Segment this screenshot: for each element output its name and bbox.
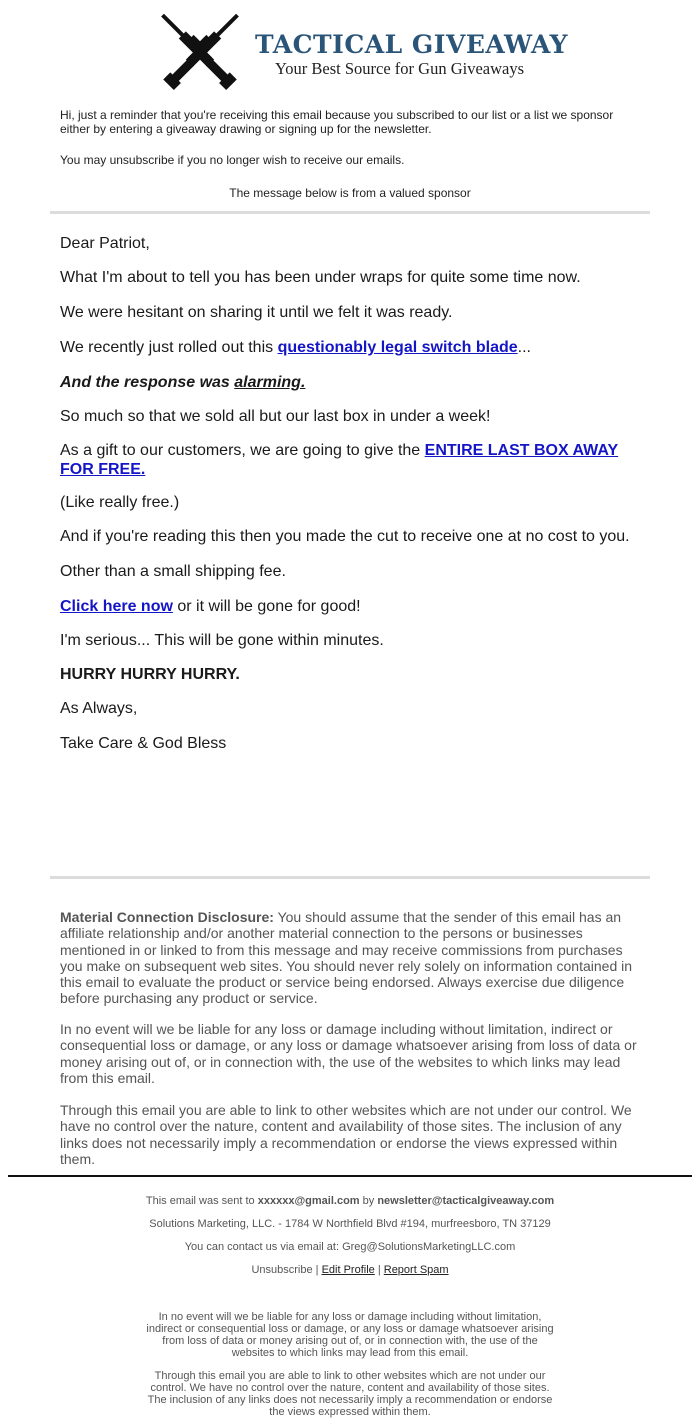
signature: Take Care & God Bless xyxy=(60,735,227,752)
paragraph: What I'm about to tell you has been under wraps for quite some time now. xyxy=(60,269,581,286)
sender-email: newsletter@tacticalgiveaway.com xyxy=(377,1195,555,1207)
separator: | xyxy=(374,1264,384,1276)
subscription-reminder: Hi, just a reminder that you're receiving this email because you subscribed to our list or a list we sponsor either by entering a giveaway drawing or signing up for the newsletter. xyxy=(60,108,614,136)
text: As a gift to our customers, we are going to give the xyxy=(60,442,425,459)
paragraph: Other than a small shipping fee. xyxy=(60,563,286,580)
unsubscribe-link[interactable]: Unsubscribe xyxy=(251,1264,313,1276)
paragraph xyxy=(60,597,645,616)
divider xyxy=(8,1175,692,1177)
paragraph: So much so that we sold all but our last box in under a week! xyxy=(60,408,491,425)
footer-external-links-notice: Through this email you are able to link to other websites which are not under our control. We have no control over the nature, content and availability of those sites. The inclusion of any links does not necessarily imply a recommendation or endorse the views expressed within them. xyxy=(147,1370,553,1418)
separator: | xyxy=(312,1264,322,1276)
closing: As Always, xyxy=(60,700,138,717)
divider xyxy=(50,211,650,214)
free-box-link[interactable]: ENTIRE LAST BOX AWAY FOR FREE. xyxy=(60,442,619,478)
sponsor-note: The message below is from a valued sponsor xyxy=(229,186,471,200)
paragraph: (Like really free.) xyxy=(60,494,180,511)
brand-logo xyxy=(155,8,569,100)
brand-tagline: Your Best Source for Gun Giveaways xyxy=(275,59,524,78)
text: or it will be gone for good! xyxy=(172,598,361,615)
paragraph: I'm serious... This will be gone within minutes. xyxy=(60,632,384,649)
text: This email was sent to xyxy=(145,1195,258,1207)
text: ... xyxy=(517,339,531,356)
crossed-rifles-icon xyxy=(155,8,245,100)
external-links-notice: Through this email you are able to link to other websites which are not under our control. We have no control over the nature, content and availability of those sites. The inclusion of any links does not necessarily imply a recommendation or endorse the views expressed within them. xyxy=(60,1102,632,1167)
switch-blade-link[interactable]: questionably legal switch blade xyxy=(277,339,518,356)
unsubscribe-note: You may unsubscribe if you no longer wish to receive our emails. xyxy=(60,153,405,167)
company-address: Solutions Marketing, LLC. - 1784 W Northfield Blvd #194, murfreesboro, TN 37129 xyxy=(149,1218,551,1230)
edit-profile-link[interactable]: Edit Profile xyxy=(321,1264,375,1276)
emphasis-text: alarming. xyxy=(234,374,306,391)
paragraph: And if you're reading this then you made the cut to receive one at no cost to you. xyxy=(60,528,630,545)
paragraph: HURRY HURRY HURRY. xyxy=(60,666,240,683)
disclosure-text: You should assume that the sender of this email has an affiliate relationship and/or another material connection to the persons or businesses mentioned in or linked to from this message and may receive commissions from purchases you make on subsequent web sites. You should never rely solely on information contained in this email to evaluate the product or service being endorsed. Always exercise due diligence before purchasing any product or service. xyxy=(60,909,633,1007)
paragraph xyxy=(60,338,645,357)
disclosure-label: Material Connection Disclosure: xyxy=(60,909,274,925)
paragraph xyxy=(60,441,630,479)
sent-to-line xyxy=(0,1195,700,1208)
click-here-link[interactable]: Click here now xyxy=(60,598,173,615)
text: And the response was xyxy=(60,374,235,391)
brand-title: TACTICAL GIVEAWAY xyxy=(255,30,569,59)
divider xyxy=(50,876,650,879)
material-connection-disclosure xyxy=(60,909,645,1007)
greeting: Dear Patriot, xyxy=(60,235,150,252)
contact-line: You can contact us via email at: Greg@SolutionsMarketingLLC.com xyxy=(184,1241,516,1253)
paragraph: We were hesitant on sharing it until we felt it was ready. xyxy=(60,304,453,321)
text: We recently just rolled out this xyxy=(60,339,278,356)
recipient-email: xxxxxx@gmail.com xyxy=(257,1195,360,1207)
text: by xyxy=(359,1195,378,1207)
footer-links xyxy=(0,1264,700,1277)
footer-liability-notice: In no event will we be liable for any loss or damage including without limitation, indirect or consequential loss or damage, or any loss or damage whatsoever arising from loss of data or money arising out of, or in connection with, the use of the websites to which links may lead from this email. xyxy=(146,1311,554,1359)
report-spam-link[interactable]: Report Spam xyxy=(383,1264,449,1276)
liability-notice: In no event will we be liable for any loss or damage including without limitation, indirect or consequential loss or damage, or any loss or damage whatsoever arising from loss of data or money arising out of, or in connection with, the use of the websites to which links may lead from this email. xyxy=(60,1021,637,1086)
paragraph xyxy=(60,373,645,392)
